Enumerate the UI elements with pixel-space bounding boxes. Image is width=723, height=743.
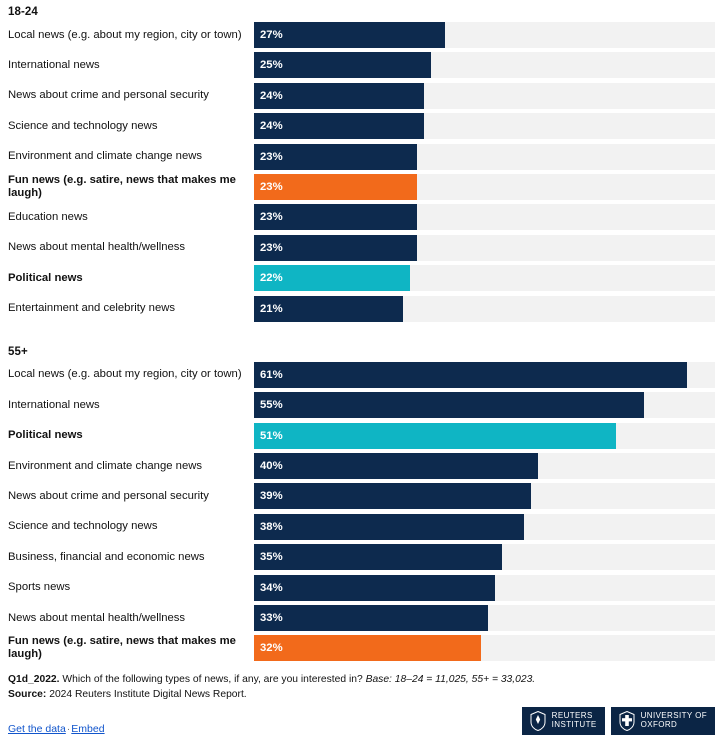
source-value: 2024 Reuters Institute Digital News Report. (49, 689, 247, 701)
bar-value-label: 27% (260, 29, 283, 41)
chart-group-18-24 (8, 6, 715, 322)
bar-category-label: Local news (e.g. about my region, city or town) (8, 368, 242, 381)
bar-row (8, 174, 715, 200)
bar-track (254, 423, 715, 449)
bar-track (254, 392, 715, 418)
bar-track (254, 113, 715, 139)
bar (254, 296, 403, 322)
bar-track (254, 635, 715, 661)
reuters-crest-icon (530, 711, 546, 731)
bar-value-label: 38% (260, 520, 283, 533)
group-spacer (8, 326, 715, 340)
chart-group-55-plus (8, 346, 715, 662)
bar (254, 483, 531, 509)
chart-container (0, 6, 723, 743)
bar (254, 83, 424, 109)
bar (254, 544, 502, 570)
get-the-data-link[interactable]: Get the data (8, 723, 66, 735)
bar-category-label: Sports news (8, 581, 71, 594)
bar-value-label: 24% (260, 89, 283, 102)
bar-track (254, 144, 715, 170)
bar-track (254, 174, 715, 200)
bar-value-label: 21% (260, 302, 283, 315)
bar-row (8, 453, 715, 479)
bar-track (254, 265, 715, 291)
bar-category-label: Business, financial and economic news (8, 550, 205, 563)
bar-value-label: 24% (260, 120, 283, 133)
bar-category-label: International news (8, 58, 100, 71)
bar-track (254, 296, 715, 322)
bar (254, 235, 417, 261)
bar-value-label: 39% (260, 490, 283, 503)
bar-category-label: News about mental health/wellness (8, 241, 186, 254)
bar-category-label: Science and technology news (8, 119, 158, 132)
bar-track (254, 235, 715, 261)
footnote-question (8, 673, 715, 688)
bar (254, 113, 424, 139)
bar (254, 362, 687, 388)
bar-category-label: Political news (8, 429, 83, 442)
oxford-logo-line2: OXFORD (640, 720, 678, 729)
link-separator: · (66, 723, 71, 735)
question-code: Q1d_2022. (8, 674, 60, 686)
reuters-logo-line2: INSTITUTE (551, 720, 597, 729)
bar (254, 605, 488, 631)
bar (254, 265, 410, 291)
embed-link[interactable]: Embed (71, 723, 105, 735)
bar (254, 392, 644, 418)
chart-bottom-bar (8, 707, 715, 735)
bar-track (254, 83, 715, 109)
bar-row (8, 362, 715, 388)
bar-row (8, 204, 715, 230)
source-label: Source: (8, 689, 47, 701)
footnote-source (8, 688, 715, 703)
bar-track (254, 544, 715, 570)
bar-value-label: 61% (260, 368, 283, 381)
bar-row (8, 514, 715, 540)
bar-value-label: 33% (260, 612, 283, 625)
bar (254, 575, 495, 601)
reuters-institute-logo (522, 707, 605, 735)
bar (254, 423, 616, 449)
bar-category-label: Entertainment and celebrity news (8, 302, 176, 315)
bar-row (8, 22, 715, 48)
bar (254, 204, 417, 230)
base-value: 18–24 = 11,025, 55+ = 33,023. (394, 674, 536, 686)
bar-rows-55-plus (8, 362, 715, 662)
bar-row (8, 83, 715, 109)
bar-value-label: 35% (260, 551, 283, 564)
bar-rows-18-24 (8, 22, 715, 322)
bar-row (8, 423, 715, 449)
chart-footnote (8, 673, 715, 703)
bar-row (8, 483, 715, 509)
bar (254, 514, 524, 540)
bar-category-label: Environment and climate change news (8, 459, 203, 472)
bar-row (8, 392, 715, 418)
bar-track (254, 453, 715, 479)
bar-value-label: 23% (260, 211, 283, 224)
bar-category-label: International news (8, 398, 100, 411)
bar-category-label: Environment and climate change news (8, 150, 203, 163)
bar-category-label: Education news (8, 210, 88, 223)
bar (254, 52, 431, 78)
bar (254, 22, 445, 48)
bar-row (8, 144, 715, 170)
bar-track (254, 575, 715, 601)
bar-category-label: News about crime and personal security (8, 89, 209, 102)
bar-track (254, 483, 715, 509)
bar-category-label: News about mental health/wellness (8, 611, 186, 624)
reuters-logo-line1: REUTERS (551, 711, 593, 721)
bar-value-label: 40% (260, 460, 283, 473)
bar-value-label: 32% (260, 642, 283, 655)
bar-track (254, 52, 715, 78)
oxford-logo-line1: UNIVERSITY OF (640, 711, 707, 721)
university-of-oxford-logo (611, 707, 715, 735)
bar-row (8, 635, 715, 661)
bar-category-label: Political news (8, 271, 83, 284)
bar-category-label: News about crime and personal security (8, 489, 209, 502)
bar (254, 174, 417, 200)
bar-value-label: 55% (260, 399, 283, 412)
bar-value-label: 23% (260, 180, 283, 193)
bar-row (8, 265, 715, 291)
bar-track (254, 22, 715, 48)
base-label: Base: (365, 674, 392, 686)
group-title-18-24: 18-24 (8, 6, 38, 18)
bar-row (8, 575, 715, 601)
bar-category-label: Fun news (e.g. satire, news that makes me laugh) (8, 635, 236, 661)
bar-row (8, 113, 715, 139)
bar-track (254, 514, 715, 540)
oxford-logo-text (641, 712, 707, 730)
bar-track (254, 605, 715, 631)
bar-track (254, 362, 715, 388)
bar-value-label: 51% (260, 429, 283, 442)
bar-row (8, 296, 715, 322)
group-title-55-plus: 55+ (8, 345, 28, 358)
chart-links (8, 723, 105, 735)
bar-category-label: Fun news (e.g. satire, news that makes me laugh) (8, 173, 236, 199)
bar-category-label: Local news (e.g. about my region, city or town) (8, 28, 242, 41)
bar-row (8, 235, 715, 261)
logo-group (522, 707, 715, 735)
bar-value-label: 22% (260, 272, 283, 285)
bar-category-label: Science and technology news (8, 520, 158, 533)
bar-row (8, 544, 715, 570)
question-text: Which of the following types of news, if any, are you interested in? (62, 674, 363, 686)
bar (254, 635, 481, 661)
bar-track (254, 204, 715, 230)
reuters-institute-logo-text (552, 712, 597, 730)
bar-value-label: 23% (260, 241, 283, 254)
bar (254, 453, 538, 479)
oxford-crest-icon (619, 711, 635, 731)
bar-value-label: 23% (260, 150, 283, 163)
bar-row (8, 605, 715, 631)
bar-row (8, 52, 715, 78)
bar-value-label: 25% (260, 59, 283, 72)
bar-value-label: 34% (260, 581, 283, 594)
bar (254, 144, 417, 170)
